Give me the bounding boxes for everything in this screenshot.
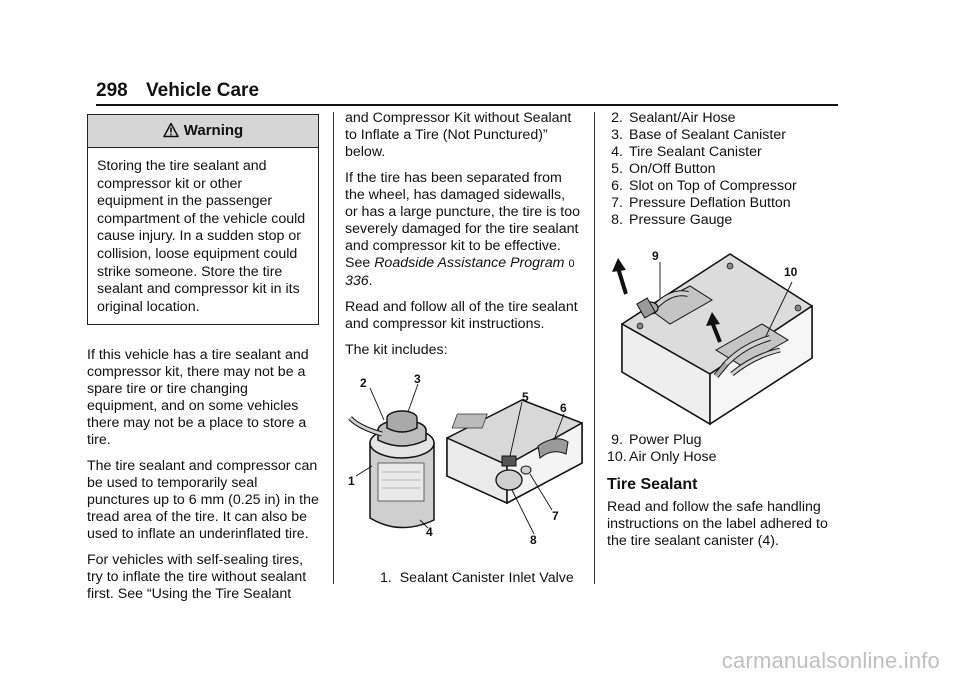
figure-label-5: 5: [522, 390, 529, 404]
figure-label-9: 9: [652, 249, 659, 263]
sealant-canister-illustration: [350, 411, 434, 528]
page-ref-number[interactable]: 336: [345, 273, 369, 289]
paragraph: Read and follow the safe handling instructions on the label adhered to the tire sealant canister (4).: [607, 499, 828, 549]
warning-header: [88, 115, 318, 148]
column-2: [345, 110, 581, 368]
figure-caption: 1. Sealant Canister Inlet Valve: [380, 570, 574, 586]
column-divider-2: [594, 112, 595, 584]
column-divider-1: [333, 112, 334, 584]
paragraph: If this vehicle has a tire sealant and compressor kit, there may not be a spare tire or tire changing equipment, and on some vehicles there may not be a place to store a tire.: [87, 347, 309, 449]
paragraph: The kit includes:: [345, 342, 448, 358]
figure-label-3: 3: [414, 372, 421, 386]
column-1: [87, 114, 319, 612]
kit-illustration: [342, 368, 587, 558]
warning-body: Storing the tire sealant and compressor kit or other equipment in the passenger compartment of the vehicle could cause injury. In a sudden stop or collision, loose equipment could strike someone. Store the tire sealant and compressor kit in its original location.: [97, 158, 306, 315]
figure-label-4: 4: [426, 525, 433, 539]
page-ref-icon: 0: [568, 258, 575, 270]
column-3-lower: [607, 432, 842, 550]
list-item: 4. Tire Sealant Canister: [611, 144, 762, 160]
figure-label-8: 8: [530, 533, 537, 547]
subsection-heading: Tire Sealant: [607, 476, 698, 493]
list-item: 6. Slot on Top of Compressor: [611, 178, 797, 194]
list-item: 3. Base of Sealant Canister: [611, 127, 786, 143]
list-item: 8. Pressure Gauge: [611, 212, 733, 228]
paragraph: and Compressor Kit without Sealant to Inflate a Tire (Not Punctured)” below.: [345, 110, 572, 160]
paragraph-text: If the tire has been separated from the wheel, has damaged sidewalls, or has a large puncture, the tire is too severely damaged for the tire sealant and compressor kit to be effective. See: [345, 170, 581, 271]
figure-label-2: 2: [360, 376, 367, 390]
paragraph: Read and follow all of the tire sealant and compressor kit instructions.: [345, 299, 578, 332]
figure-label-6: 6: [560, 401, 567, 415]
figure-label-1: 1: [348, 474, 355, 488]
list-item: 10. Air Only Hose: [607, 449, 717, 465]
warning-icon: [163, 122, 179, 138]
compressor-illustration: [447, 400, 582, 503]
list-item: 7. Pressure Deflation Button: [611, 195, 791, 211]
page-number: 298: [96, 80, 128, 101]
paragraph: The tire sealant and compressor can be used to temporarily seal punctures up to 6 mm (0.25 in) in the tread area of the tire. It can also be used to inflate an underinflated tire.: [87, 458, 319, 543]
figure-label-10: 10: [784, 265, 798, 279]
warning-title: Warning: [183, 122, 244, 139]
figure-label-7: 7: [552, 509, 559, 523]
list-item: 5. On/Off Button: [611, 161, 716, 177]
compressor-hoses-illustration: [612, 246, 844, 436]
warning-box: [87, 114, 319, 325]
cross-reference-link[interactable]: Roadside Assistance Program: [374, 255, 565, 271]
list-item: 9. Power Plug: [611, 432, 702, 448]
header-rule: [96, 104, 838, 106]
section-title: Vehicle Care: [146, 80, 260, 101]
arrow-icon: [612, 258, 626, 294]
watermark: carmanualsonline.info: [721, 648, 940, 673]
paragraph: For vehicles with self-sealing tires, try to inflate the tire without sealant first. See “Using the Tire Sealant: [87, 552, 307, 603]
paragraph: If the tire has been separated from the wheel, has damaged sidewalls, or has a large puncture, the tire is too severely damaged for the tire sealant and compressor kit to be effective. See Roadside Assistance Program 0 336.: [345, 170, 581, 289]
column-3: [607, 110, 842, 229]
list-item: 2. Sealant/Air Hose: [611, 110, 736, 126]
kit-parts-list: [607, 110, 842, 229]
hose-parts-list: [607, 432, 842, 466]
page-header: [96, 80, 836, 106]
